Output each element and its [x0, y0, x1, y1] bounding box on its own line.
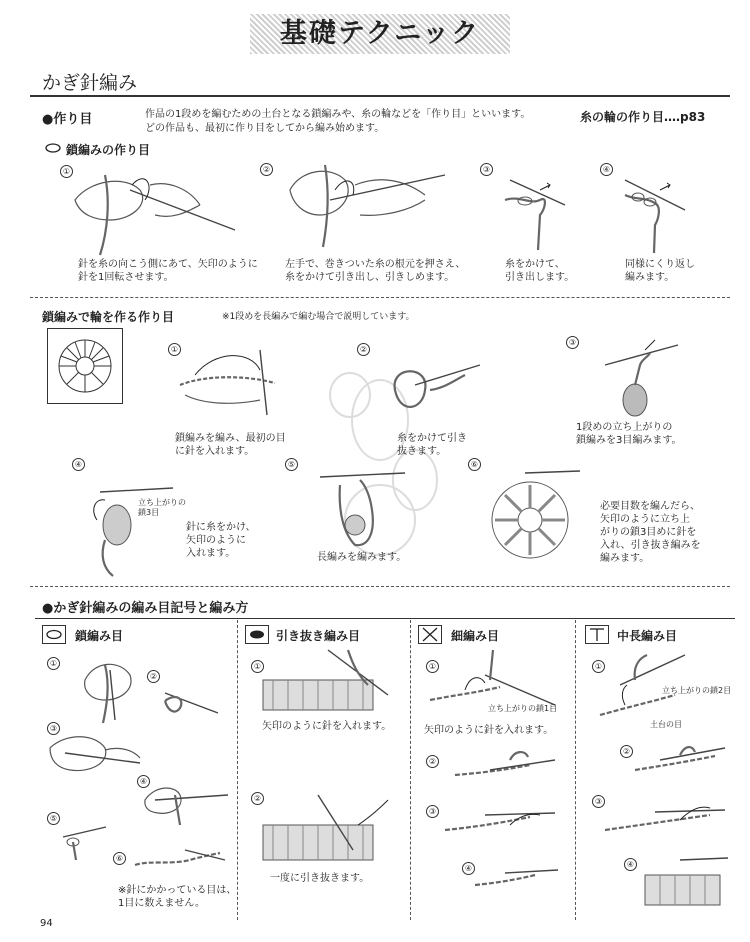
- hdc-col-step-3-number: ③: [592, 795, 605, 808]
- section-rule: [30, 95, 730, 97]
- ring-step-6-number: ⑥: [468, 458, 481, 471]
- chain-step-2-number: ②: [260, 163, 273, 176]
- ring-reference: 糸の輪の作り目‥‥p83: [580, 110, 706, 124]
- sc-col-step-4-illustration: [470, 855, 560, 900]
- chain-step-2-illustration: [285, 155, 455, 255]
- page-title: 基礎テクニック: [250, 14, 510, 54]
- ring-step-5-number: ⑤: [285, 458, 298, 471]
- chain-stitch-symbol-icon: [42, 625, 66, 645]
- chain-col-step-1-illustration: [75, 655, 145, 725]
- ring-step-4-label: 立ち上がりの 鎖3目: [138, 498, 186, 517]
- ring-diagram-icon: [47, 328, 123, 404]
- chain-step-1-number: ①: [60, 165, 73, 178]
- chain-step-4-number: ④: [600, 163, 613, 176]
- chain-col-step-3-number: ③: [47, 722, 60, 735]
- column-divider-2: [410, 620, 411, 920]
- divider-2: [30, 586, 730, 587]
- ring-step-3-text: 1段めの立ち上がりの 鎖編みを3目編みます。: [576, 422, 682, 446]
- hdc-col-step-2-illustration: [630, 740, 730, 785]
- ring-step-5-illustration: [310, 465, 410, 565]
- chain-stitch-title: 鎖編み目: [75, 629, 124, 643]
- chain-step-2-text: 左手で、巻きついた糸の根元を押さえ、 糸をかけて引き出し、引きしめます。: [285, 259, 466, 283]
- hdc-col-label-1: 立ち上がりの鎖2目: [662, 686, 732, 695]
- chain-col-step-4-number: ④: [137, 775, 150, 788]
- tsukurime-desc-2: どの作品も、最初に作り目をしてから編み始めます。: [145, 123, 385, 134]
- slip-col-step-1-number: ①: [251, 660, 264, 673]
- sc-col-label: 立ち上がりの鎖1目: [488, 704, 558, 713]
- sc-col-step-1-text: 矢印のように針を入れます。: [424, 725, 554, 736]
- chain-heading: 鎖編みの作り目: [66, 143, 151, 157]
- ring-step-2-number: ②: [357, 343, 370, 356]
- column-divider-1: [237, 620, 238, 920]
- slip-stitch-title: 引き抜き編み目: [276, 629, 361, 643]
- single-crochet-symbol-icon: [418, 625, 442, 645]
- ring-heading: 鎖編みで輪を作る作り目: [42, 310, 175, 324]
- ring-step-3-illustration: [600, 335, 680, 425]
- slip-col-step-2-text: 一度に引き抜きます。: [270, 873, 370, 884]
- slip-col-step-2-illustration: [258, 790, 398, 870]
- chain-step-3-number: ③: [480, 163, 493, 176]
- ring-step-1-number: ①: [168, 343, 181, 356]
- page-number: 94: [40, 918, 53, 929]
- sc-col-step-3-number: ③: [426, 805, 439, 818]
- ring-step-1-text: 鎖編みを編み、最初の目 に針を入れます。: [175, 433, 286, 457]
- chain-col-step-2-number: ②: [147, 670, 160, 683]
- chain-col-step-6-number: ⑥: [113, 852, 126, 865]
- ring-note: ※1段めを長編みで編む場合で説明しています。: [222, 312, 415, 322]
- ring-step-1-illustration: [175, 345, 285, 420]
- chain-step-1-text: 針を糸の向こう側にあて、矢印のように 針を1回転させます。: [78, 259, 258, 283]
- chain-col-note: ※針にかかっている目は、 1目に数えません。: [118, 885, 237, 909]
- ring-step-4-text: 針に糸をかけ、 矢印のように 入れます。: [186, 522, 256, 559]
- sc-col-step-2-number: ②: [426, 755, 439, 768]
- ring-step-4-illustration: [85, 470, 175, 580]
- ring-step-2-illustration: [385, 360, 485, 430]
- chain-step-4-text: 同様にくり返し 編みます。: [625, 259, 695, 283]
- ring-step-4-number: ④: [72, 458, 85, 471]
- ring-step-6-text: 必要目数を編んだら、 矢印のように立ち上 がりの鎖3目めに針を 入れ、引き抜き編みを 編みます。: [600, 501, 701, 564]
- tsukurime-desc-1: 作品の1段めを編むための土台となる鎖編みや、糸の輪などを「作り目」といいます。: [145, 109, 531, 120]
- chain-step-3-illustration: [500, 175, 570, 255]
- hdc-col-step-1-number: ①: [592, 660, 605, 673]
- hdc-col-step-4-illustration: [640, 850, 730, 910]
- tsukurime-heading: ●作り目: [42, 112, 93, 127]
- hdc-col-step-4-number: ④: [624, 858, 637, 871]
- divider-1: [30, 297, 730, 298]
- hdc-col-label-2: 土台の目: [650, 720, 682, 729]
- sc-col-step-3-illustration: [440, 795, 560, 845]
- sc-col-step-2-illustration: [450, 745, 560, 790]
- slip-col-step-2-number: ②: [251, 792, 264, 805]
- chain-step-1-illustration: [70, 160, 250, 260]
- chain-step-4-illustration: [620, 175, 690, 255]
- section-title: かぎ針編み: [42, 72, 138, 94]
- slip-stitch-symbol-icon: [245, 625, 269, 645]
- ring-step-3-number: ③: [566, 336, 579, 349]
- symbols-heading: ●かぎ針編みの編み目記号と編み方: [42, 601, 249, 616]
- chain-col-step-6-illustration: [130, 845, 230, 875]
- ring-step-2-text: 糸をかけて引き 抜きます。: [397, 433, 467, 457]
- slip-col-step-1-illustration: [258, 645, 398, 715]
- hdc-col-step-3-illustration: [600, 790, 730, 845]
- chain-col-step-5-illustration: [58, 822, 108, 862]
- ring-step-5-text: 長編みを編みます。: [317, 552, 407, 563]
- hdc-col-step-2-number: ②: [620, 745, 633, 758]
- chain-col-step-5-number: ⑤: [47, 812, 60, 825]
- symbols-rule: [35, 618, 735, 619]
- sc-col-step-1-number: ①: [426, 660, 439, 673]
- chain-col-step-4-illustration: [140, 780, 230, 830]
- chain-step-3-text: 糸をかけて、 引き出します。: [505, 259, 575, 283]
- half-double-symbol-icon: [585, 625, 609, 645]
- ring-step-6-illustration: [485, 465, 585, 565]
- chain-col-step-1-number: ①: [47, 657, 60, 670]
- column-divider-3: [575, 620, 576, 920]
- half-double-title: 中長編み目: [617, 629, 678, 643]
- chain-col-step-3-illustration: [45, 728, 145, 788]
- slip-col-step-1-text: 矢印のように針を入れます。: [262, 721, 392, 732]
- single-crochet-title: 細編み目: [451, 629, 500, 643]
- sc-col-step-4-number: ④: [462, 862, 475, 875]
- chain-symbol-icon: [45, 142, 65, 154]
- chain-col-step-2-illustration: [160, 683, 220, 723]
